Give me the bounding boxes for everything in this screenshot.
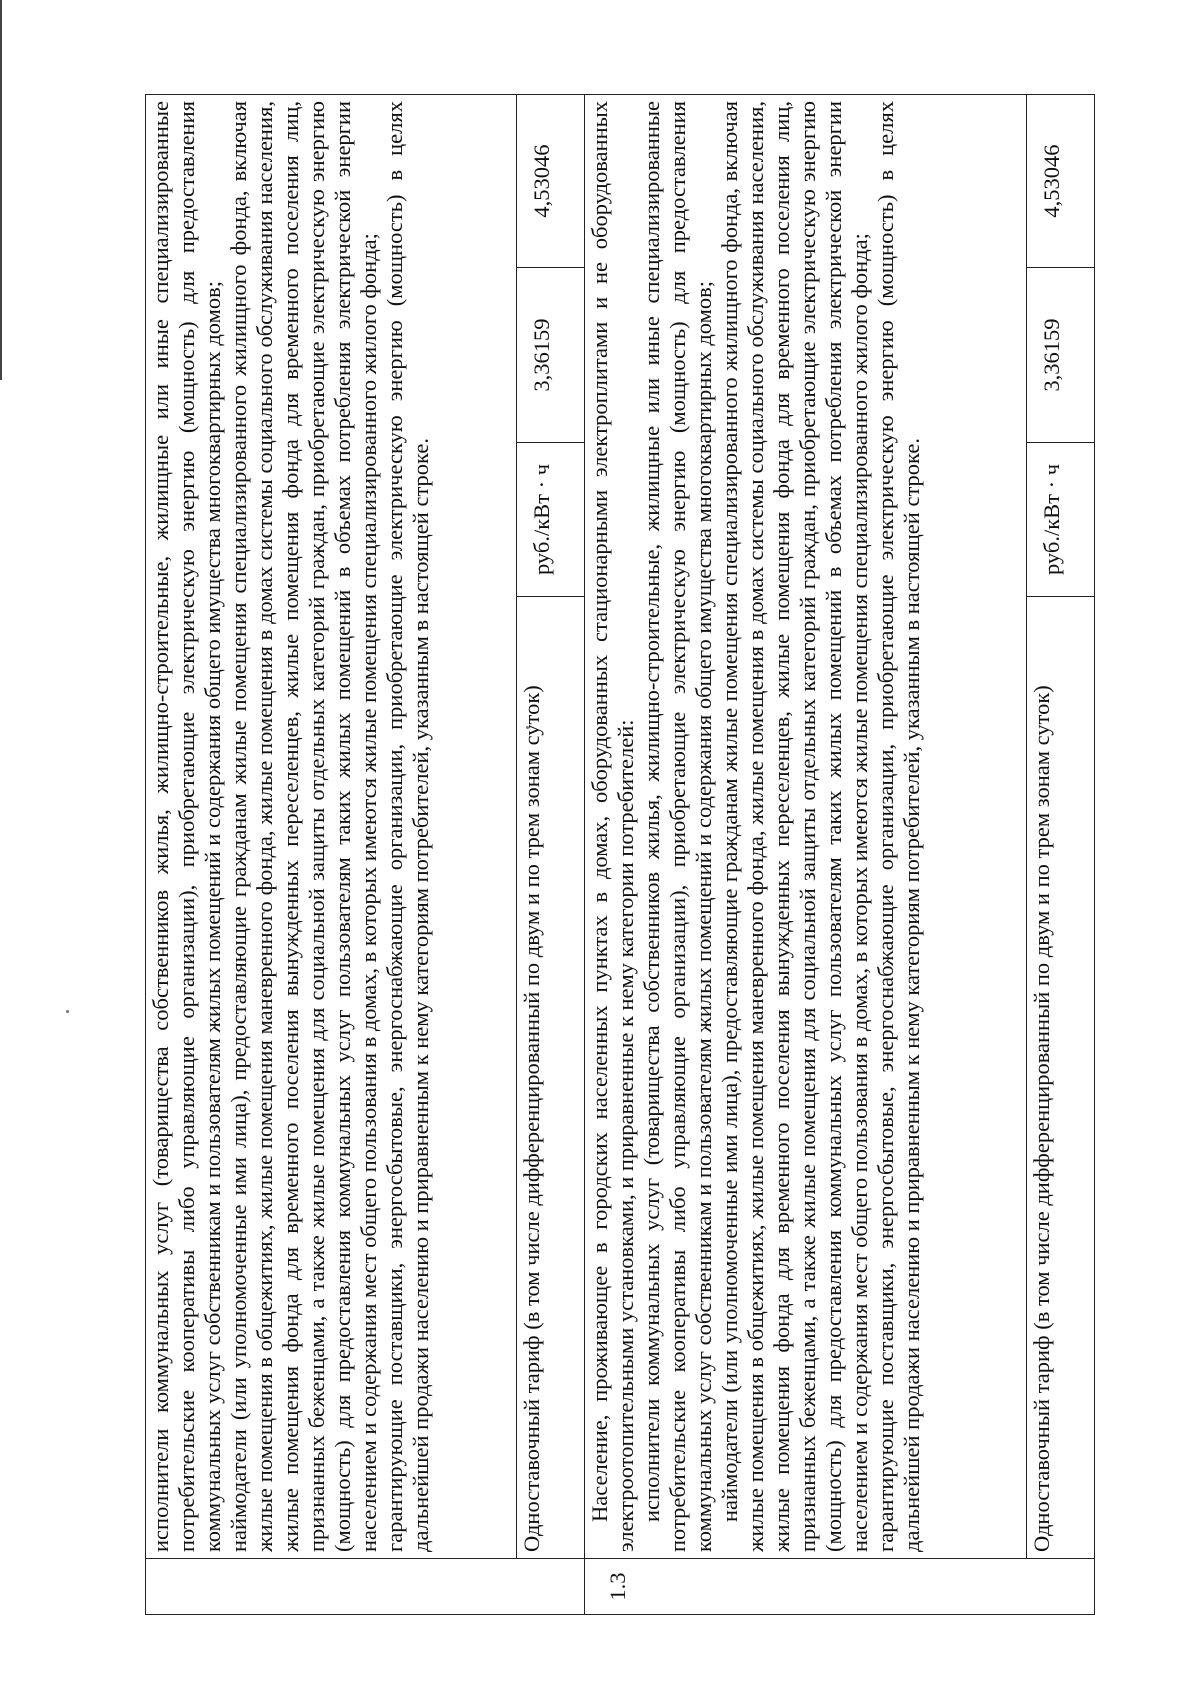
tariff-value-1: 3,36159 bbox=[1027, 268, 1095, 443]
table-row bbox=[1027, 95, 1095, 1615]
paragraph: наймодатели (или уполномоченные ими лица), предоставляющие гражданам жилые помещения специализированного жилищного фонда, включая жилые помещения в общежитиях, жилые помещения маневренного фонда, жилые помещения в домах системы социального обслуживания населения, жилые помещения фонда для временного поселения вынужденных переселенцев, жилые помещения фонда для временного поселения лиц, признанных беженцами, а также жилые помещения для социальной защиты отдельных категорий граждан, приобретающие электрическую энергию (мощность) для предоставления коммунальных услуг пользователям таких жилых помещений в объемах потребления электрической энергии населением и содержания мест общего пользования в домах, в которых имеются жилые помещения специализированного жилого фонда; bbox=[717, 101, 872, 1552]
paragraph: наймодатели (или уполномоченные ими лица), предоставляющие гражданам жилые помещения специализированного жилищного фонда, включая жилые помещения в общежитиях, жилые помещения маневренного фонда, жилые помещения в домах системы социального обслуживания населения, жилые помещения фонда для временного поселения вынужденных переселенцев, жилые помещения фонда для временного поселения лиц, признанных беженцами, а также жилые помещения для социальной защиты отдельных категорий граждан, приобретающие электрическую энергию (мощность) для предоставления коммунальных услуг пользователям таких жилых помещений в объемах потребления электрической энергии населением и содержания мест общего пользования в домах, в которых имеются жилые помещения специализированного жилого фонда; bbox=[226, 101, 381, 1552]
rotated-tariff-table bbox=[145, 95, 1145, 1615]
tariff-table bbox=[145, 94, 1095, 1615]
table-row bbox=[585, 95, 1027, 1615]
scan-speck bbox=[66, 1010, 69, 1013]
unit-cell: руб./кВт · ч bbox=[517, 443, 585, 597]
tariff-value-2: 4,53046 bbox=[1027, 95, 1095, 268]
tariff-value-1: 3,36159 bbox=[517, 268, 585, 443]
paragraph: Население, проживающее в городских населенных пунктах в домах, оборудованных стационарными электроплитами и не оборудованных электроотопительными установками, и приравненные к нему категории потребителей: bbox=[587, 101, 638, 1552]
table-row bbox=[517, 95, 585, 1615]
paragraph: исполнители коммунальных услуг (товарищества собственников жилья, жилищно-строительные, жилищные или иные специализированные потребительские кооперативы либо управляющие организации), приобретающие электрическую энергию (мощность) для предоставления коммунальных услуг собственникам и пользователям жилых помещений и содержания общего имущества многоквартирных домов; bbox=[639, 101, 716, 1552]
paragraph: исполнители коммунальных услуг (товарищества собственников жилья, жилищно-строительные, жилищные или иные специализированные потребительские кооперативы либо управляющие организации), приобретающие электрическую энергию (мощность) для предоставления коммунальных услуг собственникам и пользователям жилых помещений и содержания общего имущества многоквартирных домов; bbox=[148, 101, 225, 1552]
paragraph: гарантирующие поставщики, энергосбытовые, энергоснабжающие организации, приобретающие электрическую энергию (мощность) в целях дальнейшей продажи населению и приравненным к нему категориям потребителей, указанным в настоящей строке. bbox=[873, 101, 924, 1552]
row-number-cell bbox=[146, 1559, 585, 1615]
consumer-category-cell bbox=[146, 95, 517, 1559]
table-row bbox=[146, 95, 517, 1615]
consumer-category-cell bbox=[585, 95, 1027, 1559]
unit-cell: руб./кВт · ч bbox=[1027, 443, 1095, 597]
row-number-cell: 1.3 bbox=[585, 1559, 1095, 1615]
tariff-value-2: 4,53046 bbox=[517, 95, 585, 268]
paragraph: гарантирующие поставщики, энергосбытовые, энергоснабжающие организации, приобретающие электрическую энергию (мощность) в целях дальнейшей продажи населению и приравненным к нему категориям потребителей, указанным в настоящей строке. bbox=[382, 101, 433, 1552]
tariff-label-cell: Одноставочный тариф (в том числе дифференцированный по двум и по трем зонам суток) bbox=[1027, 597, 1095, 1559]
page-edge-line bbox=[0, 0, 2, 380]
tariff-label-cell: Одноставочный тариф (в том числе дифференцированный по двум и по трем зонам суток) bbox=[517, 597, 585, 1559]
